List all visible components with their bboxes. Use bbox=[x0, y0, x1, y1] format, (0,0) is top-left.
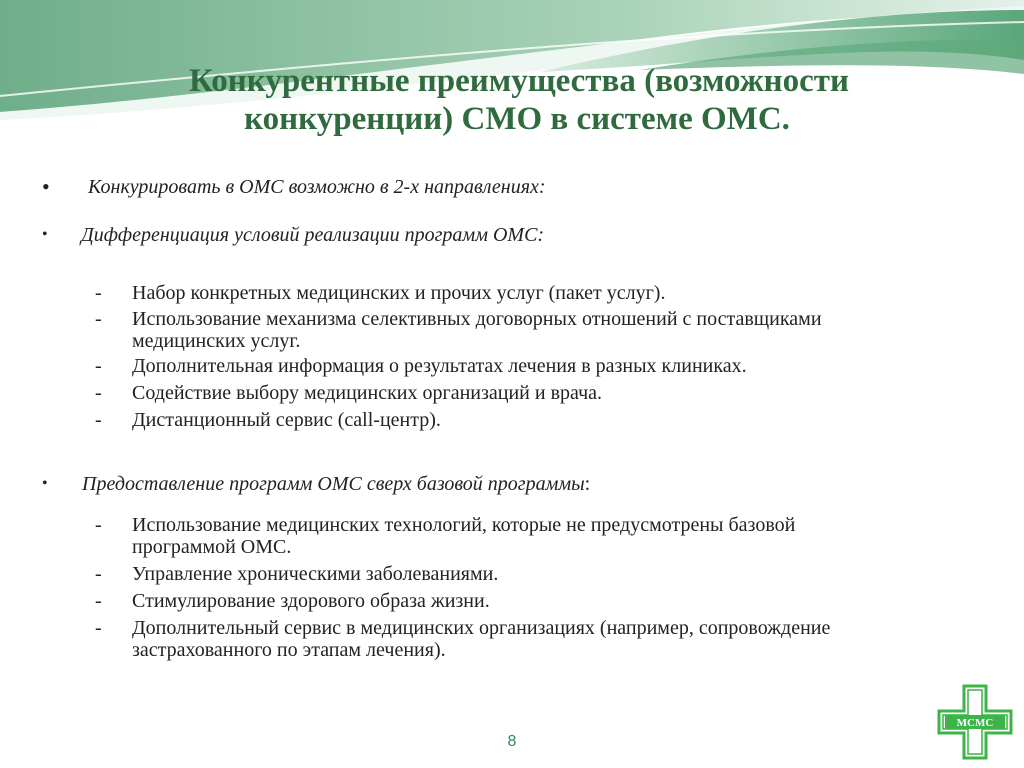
section2-heading-colon: : bbox=[584, 473, 591, 495]
list-item-text: Дополнительная информация о результатах лечения в разных клиниках. bbox=[132, 355, 747, 377]
dash-marker: - bbox=[95, 382, 102, 404]
list-item-text: Содействие выбору медицинских организаций и врача. bbox=[132, 382, 603, 404]
medical-cross-logo-icon bbox=[937, 684, 1013, 760]
list-item-text: Дополнительный сервис в медицинских организациях (например, сопровождение застрахованного по этапам лечения). bbox=[132, 617, 831, 661]
bullet-marker: • bbox=[42, 226, 48, 243]
intro-text: Конкурировать в ОМС возможно в 2-х направлениях: bbox=[88, 176, 546, 198]
dash-marker: - bbox=[95, 409, 102, 431]
bullet-marker: • bbox=[42, 475, 48, 492]
list-item-text: Набор конкретных медицинских и прочих услуг (пакет услуг). bbox=[132, 282, 666, 304]
list-item-text: Управление хроническими заболеваниями. bbox=[132, 563, 499, 585]
logo-text: МСМС bbox=[956, 717, 994, 729]
section2-heading-text bbox=[82, 473, 590, 496]
page-number: 8 bbox=[507, 733, 517, 750]
title-line-1: Конкурентные преимущества (возможности bbox=[189, 63, 849, 99]
list-item-text: Использование механизма селективных договорных отношений с поставщиками медицинских услуг. bbox=[132, 308, 822, 352]
dash-marker: - bbox=[95, 282, 102, 304]
bullet-marker: • bbox=[42, 174, 50, 199]
dash-marker: - bbox=[95, 514, 102, 536]
slide-title bbox=[0, 62, 1024, 138]
dash-marker: - bbox=[95, 617, 102, 639]
dash-marker: - bbox=[95, 355, 102, 377]
list-item-text: Стимулирование здорового образа жизни. bbox=[132, 590, 490, 612]
title-line-2: конкуренции) СМО в системе ОМС. bbox=[244, 101, 790, 137]
dash-marker: - bbox=[95, 308, 102, 330]
section1-heading-text: Дифференциация условий реализации программ ОМС: bbox=[81, 224, 545, 246]
list-item-text: Использование медицинских технологий, которые не предусмотрены базовой программой ОМС. bbox=[132, 514, 796, 558]
list-item-text: Дистанционный сервис (call-центр). bbox=[132, 409, 441, 431]
dash-marker: - bbox=[95, 563, 102, 585]
section2-heading-main: Предоставление программ ОМС сверх базовой программы bbox=[82, 473, 585, 495]
dash-marker: - bbox=[95, 590, 102, 612]
